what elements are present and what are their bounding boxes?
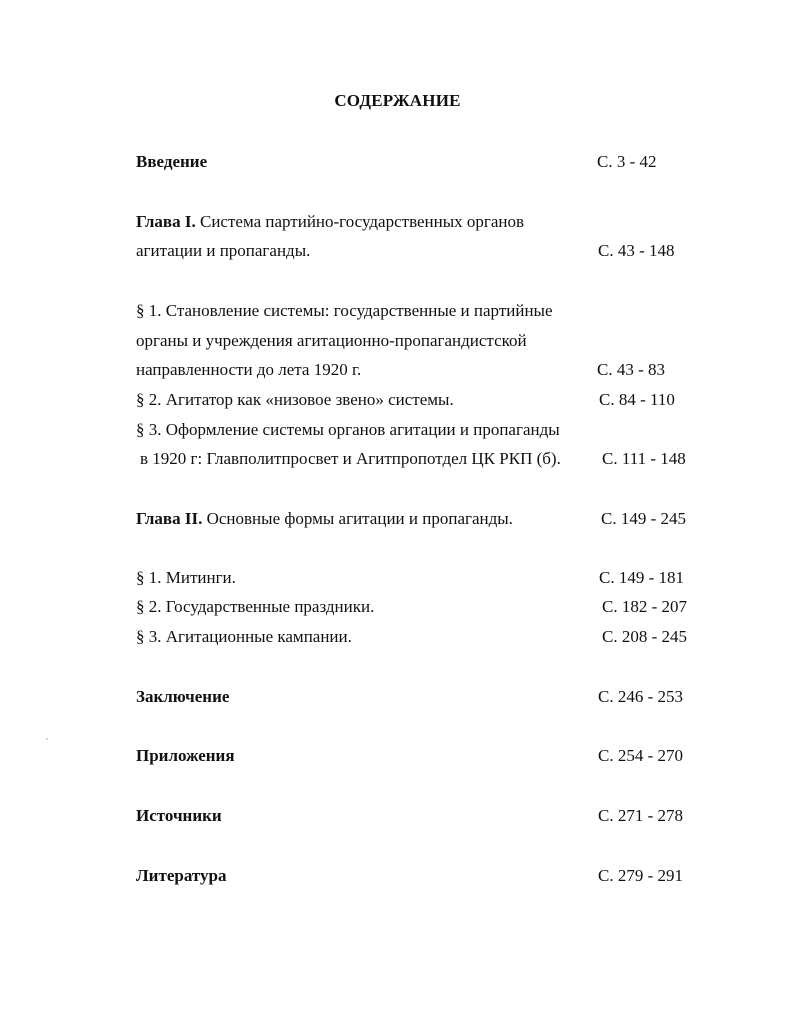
toc-chapter1-pages: С. 43 - 148 xyxy=(598,241,675,260)
toc-conclusion-label: Заключение xyxy=(136,687,230,706)
toc-ch1-section2-pages: С. 84 - 110 xyxy=(599,390,675,409)
toc-ch1-section3-line1: § 3. Оформление системы органов агитации и пропаганды xyxy=(136,420,560,439)
toc-ch2-section3-line1: § 3. Агитационные кампании. xyxy=(136,627,352,646)
toc-chapter2-title: Основные формы агитации и пропаганды. xyxy=(206,509,513,528)
toc-chapter2-label: Глава II. xyxy=(136,509,203,528)
toc-intro-label: Введение xyxy=(136,152,208,171)
toc-appendices-pages: С. 254 - 270 xyxy=(598,746,683,765)
toc-sources-pages: С. 271 - 278 xyxy=(598,806,683,825)
toc-ch2-section1-line1: § 1. Митинги. xyxy=(136,568,236,587)
toc-chapter1-label: Глава I. xyxy=(136,212,196,231)
toc-ch2-section2-line1: § 2. Государственные праздники. xyxy=(136,597,375,616)
toc-chapter1-title-line2: агитации и пропаганды. xyxy=(136,241,311,260)
toc-ch2-section1-pages: С. 149 - 181 xyxy=(599,568,684,587)
toc-literature-label: Литература xyxy=(136,866,227,885)
toc-ch1-section1-line3: направленности до лета 1920 г. xyxy=(136,360,362,379)
toc-chapter2-pages: С. 149 - 245 xyxy=(601,509,686,528)
toc-ch1-section2-line1: § 2. Агитатор как «низовое звено» системы. xyxy=(136,390,454,409)
toc-ch2-section3-pages: С. 208 - 245 xyxy=(602,627,687,646)
toc-chapter1-title-line1: Система партийно-государственных органов xyxy=(199,212,525,231)
toc-ch1-section3-pages: С. 111 - 148 xyxy=(602,449,686,468)
toc-appendices-label: Приложения xyxy=(136,746,235,765)
toc-ch1-section1-line2: органы и учреждения агитационно-пропагандистской xyxy=(136,331,527,350)
toc-intro-pages: С. 3 - 42 xyxy=(597,152,657,171)
toc-conclusion-pages: С. 246 - 253 xyxy=(598,687,683,706)
toc-ch1-section3-line2: в 1920 г: Главполитпросвет и Агитпропотдел ЦК РКП (б). xyxy=(140,449,561,468)
toc-ch2-section2-pages: С. 182 - 207 xyxy=(602,597,687,616)
toc-sources-label: Источники xyxy=(136,806,222,825)
toc-ch1-section1-line1: § 1. Становление системы: государственные и партийные xyxy=(136,301,553,320)
scan-speck xyxy=(46,738,48,740)
toc-chapter2-heading xyxy=(136,508,513,530)
toc-literature-pages: С. 279 - 291 xyxy=(598,866,683,885)
toc-ch1-section1-pages: С. 43 - 83 xyxy=(597,360,665,379)
toc-chapter1-heading xyxy=(136,211,524,233)
page-title: СОДЕРЖАНИЕ xyxy=(334,91,461,110)
